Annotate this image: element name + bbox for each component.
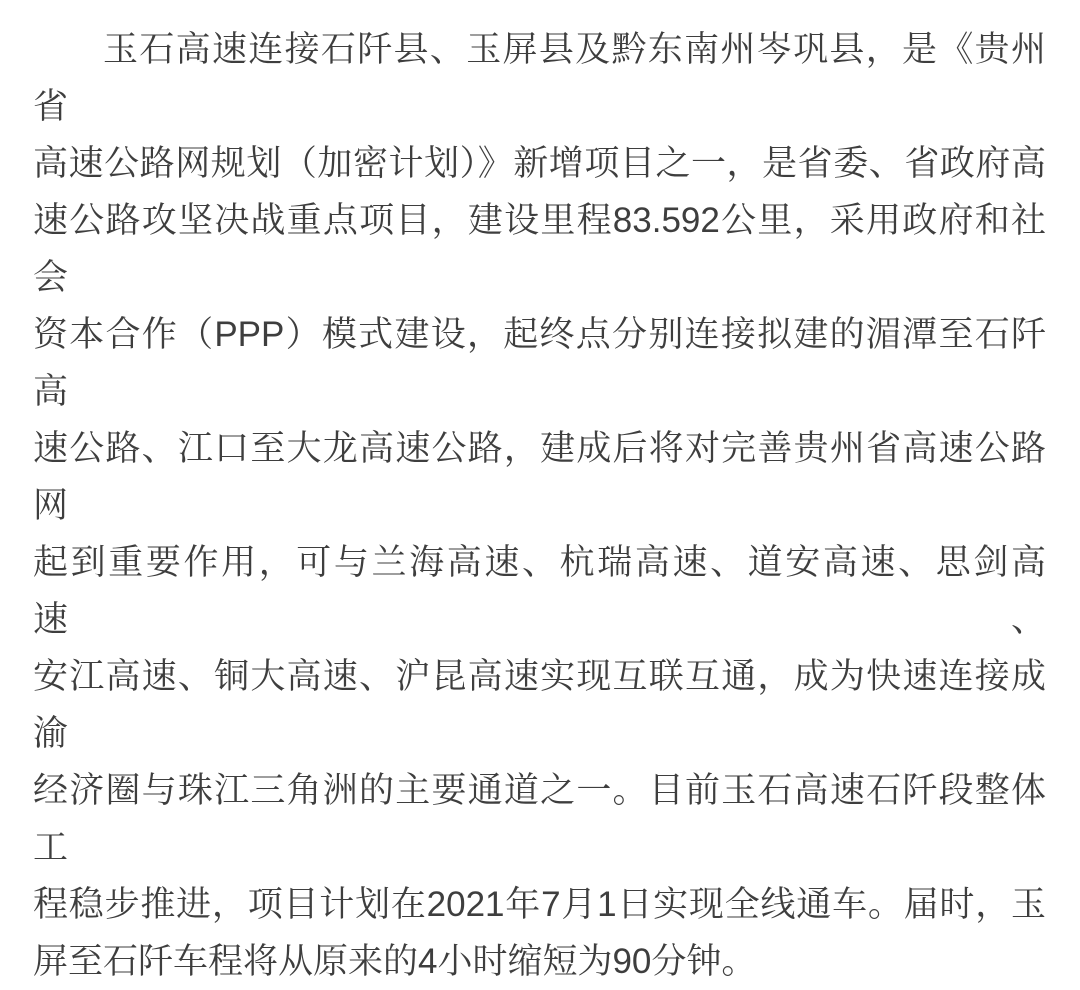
text-line: 高速公路网规划（加密计划）》新增项目之一，是省委、省政府高 — [33, 144, 1046, 183]
text-line: 资本合作（PPP）模式建设，起终点分别连接拟建的湄潭至石阡高 — [33, 315, 1046, 411]
text-line: 屏至石阡车程将从原来的4小时缩短为90分钟。 — [33, 942, 757, 981]
text-line: 程稳步推进，项目计划在2021年7月1日实现全线通车。届时，玉 — [33, 885, 1046, 924]
text-line: 起到重要作用，可与兰海高速、杭瑞高速、道安高速、思剑高速、 — [33, 543, 1046, 639]
text-line: 安江高速、铜大高速、沪昆高速实现互联互通，成为快速连接成渝 — [33, 657, 1046, 753]
text-line: 经济圈与珠江三角洲的主要通道之一。目前玉石高速石阡段整体工 — [33, 771, 1046, 867]
text-line: 速公路攻坚决战重点项目，建设里程83.592公里，采用政府和社会 — [33, 201, 1046, 297]
text-line: 玉石高速连接石阡县、玉屏县及黔东南州岑巩县，是《贵州省 — [33, 30, 1046, 126]
article-paragraph — [33, 21, 1046, 990]
text-line: 速公路、江口至大龙高速公路，建成后将对完善贵州省高速公路网 — [33, 429, 1046, 525]
